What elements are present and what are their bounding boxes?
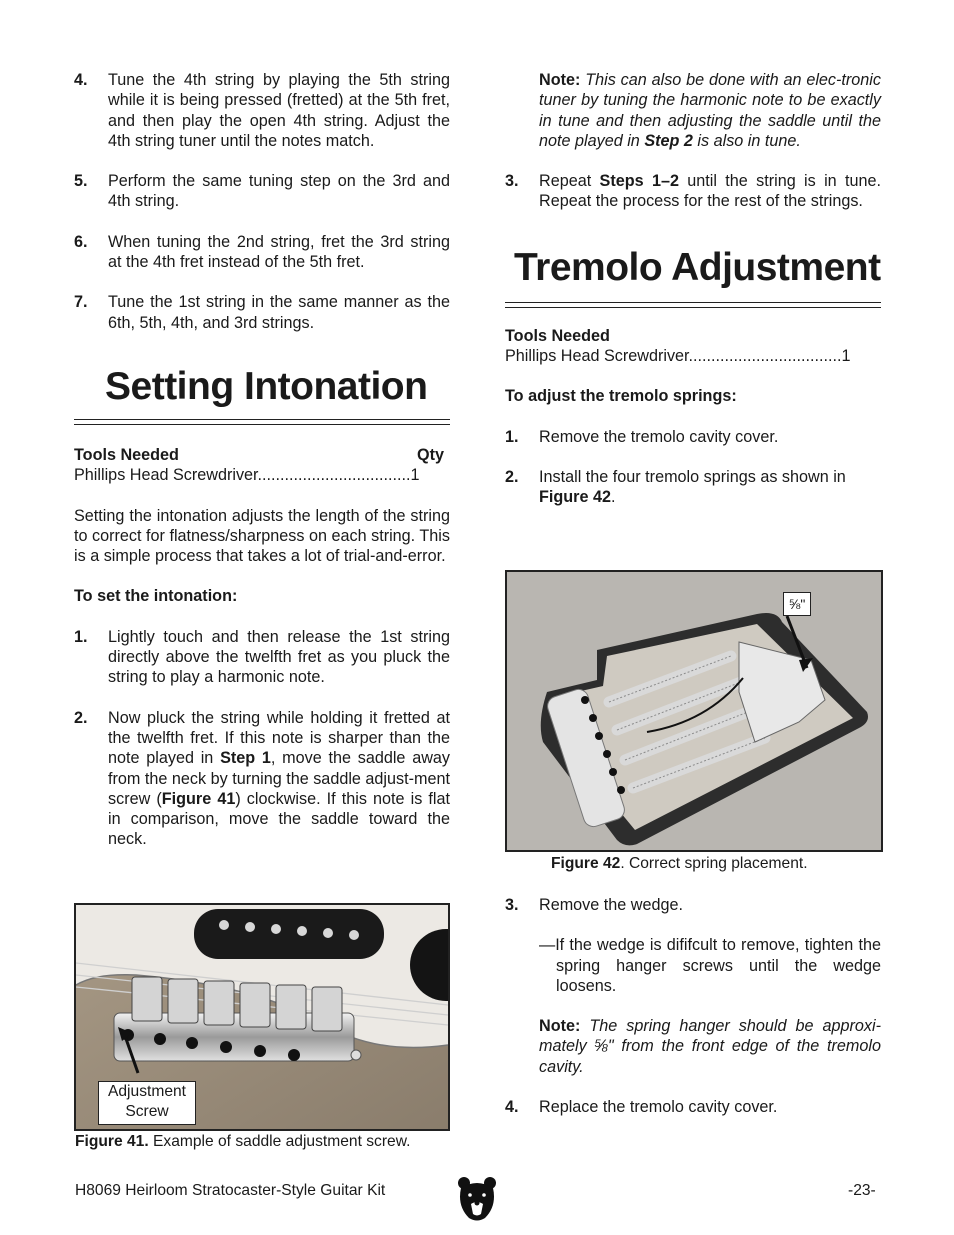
text-run: Now pluck the string while holding it fretted at the twelfth fret. If this note is sharper than the note played in (108, 708, 450, 768)
caption-label: Figure 42 (551, 855, 621, 872)
footer-title: H8069 Heirloom Stratocaster-Style Guitar Kit (75, 1182, 386, 1199)
step-number: 3. (505, 172, 519, 191)
tremolo-springs-illustration (507, 572, 881, 850)
text-run: The spring hanger should be approxi-mately ⅝" from the front edge of the tremolo cavity. (539, 1017, 881, 1076)
step-number: 3. (505, 896, 519, 914)
step-6 (74, 232, 450, 273)
qty-label: Qty (417, 445, 444, 464)
wedge-tip: —If the wedge is dififcult to remove, tighten the spring hanger screws until the wedge loosens. (539, 936, 881, 995)
note-spring-hanger (539, 1016, 881, 1077)
step-text (539, 171, 881, 212)
step-number: 1. (74, 627, 88, 646)
step-number: 1. (505, 427, 519, 446)
step-number: 4. (74, 71, 88, 89)
step-5 (74, 171, 450, 212)
intro-paragraph: Setting the intonation adjusts the length of the string to correct for flatness/sharpness on each string. This is a simple process that takes a lot of trial-and-error. (74, 506, 450, 566)
caption-text: . Correct spring placement. (620, 855, 808, 872)
text-run: Repeat (539, 172, 600, 191)
measurement-label: ⅝" (788, 596, 806, 612)
right-column (505, 70, 881, 508)
note-electronic-tuner (539, 70, 881, 151)
tool-item: Phillips Head Screwdriver..................................1 (505, 347, 851, 366)
step-number: 2. (505, 467, 519, 486)
five-eighths-label (783, 592, 811, 616)
tremolo-step-3 (505, 895, 881, 915)
tremolo-step-2 (505, 467, 881, 508)
tremolo-step-4 (505, 1097, 881, 1117)
step-text: Perform the same tuning step on the 3rd and 4th string. (108, 172, 450, 211)
step-text: Replace the tremolo cavity cover. (539, 1098, 778, 1117)
tools-needed-label: Tools Needed (505, 326, 610, 345)
step-text: Tune the 4th string by playing the 5th string while it is being pressed (fretted) at the 5th fret, and then play the open 4th string. Adjust the 4th string tuner until the notes match. (108, 71, 450, 150)
step-text (108, 708, 450, 850)
figure-ref: Figure 42 (539, 488, 611, 507)
figure-42-photo (505, 570, 883, 852)
step-number: 7. (74, 293, 88, 312)
step-text: Lightly touch and then release the 1st string directly above the twelfth fret as you pluck the string to play a harmonic note. (108, 627, 450, 687)
step-ref: Steps 1–2 (599, 172, 679, 191)
right-column-lower (505, 895, 881, 1117)
step-text: When tuning the 2nd string, fret the 3rd string at the 4th fret instead of the 5th fret. (108, 232, 450, 272)
step-4 (74, 70, 450, 151)
step-1 (74, 627, 450, 688)
step-number: 5. (74, 172, 88, 191)
step-3 (505, 171, 881, 212)
figure-41-caption (75, 1132, 410, 1152)
figure-41-photo (74, 903, 450, 1131)
caption-text: Example of saddle adjustment screw. (148, 1133, 411, 1150)
tools-header (74, 445, 450, 465)
adjustment-screw-callout (98, 1081, 196, 1125)
left-column (74, 70, 450, 850)
note-label: Note: (539, 71, 581, 89)
tool-item: Phillips Head Screwdriver..................................1 (74, 466, 420, 485)
text-run: , move the saddle away from the neck by turning the saddle adjust-ment screw ( (108, 749, 450, 808)
page-number: -23- (848, 1182, 876, 1199)
section-title-intonation: Setting Intonation (105, 364, 428, 408)
step-number: 6. (74, 232, 88, 251)
text-run: is also in tune. (692, 131, 801, 150)
callout-line: Adjustment (107, 1083, 186, 1100)
text-run: This can also be done with an elec-tronic tuner by tuning the harmonic note to be exactly in tune and then adjusting the saddle until the note played in (539, 71, 881, 150)
tremolo-step-1 (505, 427, 881, 447)
note-label: Note: (539, 1017, 581, 1036)
step-ref: Step 1 (220, 749, 271, 768)
step-text: Remove the tremolo cavity cover. (539, 427, 779, 446)
text-run: until the string is in tune. Repeat the process for the rest of the strings. (539, 172, 881, 211)
figure-42-caption (551, 854, 808, 874)
step-7 (74, 292, 450, 333)
tools-needed-label: Tools Needed (74, 445, 179, 464)
step-ref: Step 2 (644, 131, 693, 150)
procedure-label: To adjust the tremolo springs: (505, 387, 737, 406)
caption-label: Figure 41. (75, 1133, 149, 1150)
text-run: . (610, 488, 616, 507)
figure-ref: Figure 41 (161, 789, 236, 808)
step-number: 4. (505, 1098, 519, 1117)
step-text (539, 467, 881, 508)
step-number: 2. (74, 708, 88, 727)
text-run: Install the four tremolo springs as shown in (539, 467, 846, 486)
callout-line: Screw (125, 1103, 169, 1120)
grizzly-bear-logo-icon (457, 1176, 497, 1222)
procedure-label: To set the intonation: (74, 587, 238, 606)
step-2 (74, 708, 450, 850)
section-title-tremolo: Tremolo Adjustment (514, 245, 881, 289)
step-text: Remove the wedge. (539, 896, 683, 914)
step-text: Tune the 1st string in the same manner as the 6th, 5th, 4th, and 3rd strings. (108, 293, 450, 332)
text-run: ) clockwise. If this note is flat in comparison, move the saddle toward the neck. (108, 789, 450, 849)
